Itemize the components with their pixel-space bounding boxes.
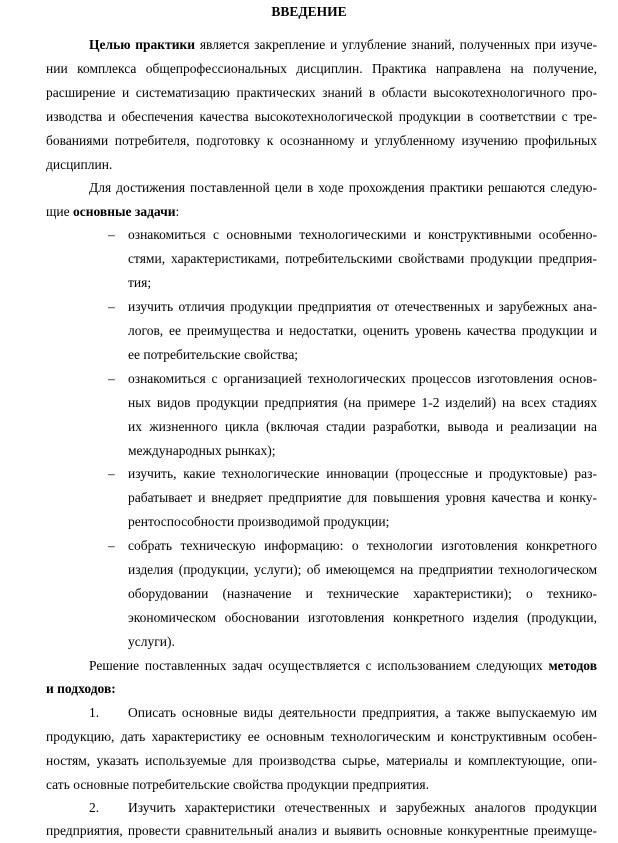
method-number: 2.: [89, 800, 100, 815]
list-bullet: –: [108, 371, 115, 386]
list-item-line: изделия (продукции, услуги); об имеющемся на предприятии технологическом: [128, 562, 597, 577]
tasks-bold: основные задачи: [73, 204, 176, 219]
list-item-line: стями, характеристиками, потребительскими свойствами продукции предприя-: [128, 251, 597, 266]
method-line: ностям, указать используемые для производства сырье, материалы и комплектующие, опи-: [46, 753, 597, 768]
tasks-intro-line: Для достижения поставленной цели в ходе прохождения практики решаются следую-: [89, 180, 597, 195]
page-title: ВВЕДЕНИЕ: [271, 4, 347, 19]
list-item-line: их жизненного цикла (включая стадии разработки, вывода и реализации на: [128, 419, 597, 434]
list-item-line: изучить отличия продукции предприятия от отечественных и зарубежных ана-: [128, 299, 597, 314]
list-bullet: –: [108, 538, 115, 553]
intro-line: изводства и обеспечения качества высокотехнологической продукции в соответствии с тре-: [46, 109, 597, 124]
list-item-line: рентоспособности производимой продукции;: [128, 514, 390, 529]
list-item-line: международных рынках);: [128, 443, 276, 458]
tasks-intro-line: щие основные задачи:: [46, 204, 180, 219]
list-item-line: тия;: [128, 275, 152, 290]
list-item-line: рабатывает и внедряет предприятие для повышения уровня качества и конку-: [128, 490, 597, 505]
list-bullet: –: [108, 299, 115, 314]
intro-line: нии комплекса общепрофессиональных дисциплин. Практика направлена на получение,: [46, 61, 597, 76]
list-item-line: ных видов продукции предприятия (на примере 1-2 изделий) на всех стадиях: [128, 395, 597, 410]
list-bullet: –: [108, 227, 115, 242]
method-line: сать основные потребительские свойства продукции предприятия.: [46, 777, 429, 792]
method-line: Изучить характеристики отечественных и зарубежных аналогов продукции: [128, 800, 597, 815]
list-item-line: собрать техническую информацию: о технологии изготовления конкретного: [128, 538, 597, 553]
methods-intro-line: Решение поставленных задач осуществляется с использованием следующих методов: [89, 658, 597, 673]
method-line: Описать основные виды деятельности предприятия, а также выпускаемую им: [128, 705, 597, 720]
methods-bold: методов: [548, 658, 597, 673]
list-item-line: услуги).: [128, 634, 175, 649]
list-item-line: ознакомиться с организацией технологических процессов изготовления основ-: [128, 371, 597, 386]
method-line: продукцию, дать характеристику ее основным технологическим и конструктивным особен-: [46, 729, 597, 744]
list-item-line: ознакомиться с основными технологическими и конструктивными особенно-: [128, 227, 597, 242]
intro-line: Целью практики является закрепление и углубление знаний, полученных при изуче-: [89, 37, 597, 52]
list-item-line: ее потребительские свойства;: [128, 347, 299, 362]
list-item-line: логов, ее преимущества и недостатки, оценить уровень качества продукции и: [128, 323, 597, 338]
methods-intro-line: и подходов:: [46, 681, 116, 696]
list-item-line: экономическом обосновании изготовления конкретного изделия (продукции,: [128, 610, 597, 625]
intro-line: бованиями потребителя, подготовку к осознанному и углубленному изучению профильных: [46, 133, 597, 148]
list-bullet: –: [108, 466, 115, 481]
method-number: 1.: [89, 705, 100, 720]
method-line: предприятия, провести сравнительный анализ и выявить основные конкурентные преимуще-: [46, 823, 597, 838]
list-item-line: оборудовании (назначение и технические характеристики); о технико-: [128, 586, 597, 601]
intro-line: дисциплин.: [46, 157, 113, 172]
list-item-line: изучить, какие технологические инновации (процессные и продуктовые) раз-: [128, 466, 597, 481]
goal-bold: Целью практики: [89, 37, 196, 52]
intro-line: расширение и систематизацию практических знаний в области высокотехнологичного про-: [46, 85, 597, 100]
